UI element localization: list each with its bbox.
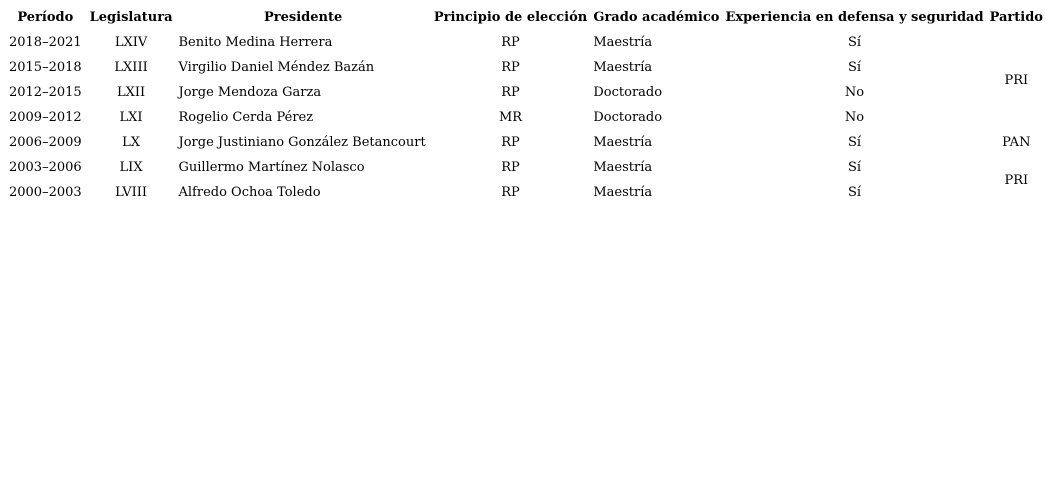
table-row [4,105,1046,130]
cell-experiencia: Sí [847,60,862,75]
cell-grado: Doctorado [593,85,663,100]
cell-presidente: Rogelio Cerda Pérez [178,110,314,125]
cell-grado: Maestría [593,35,653,50]
cell-presidente: Jorge Justiniano González Betancourt [178,135,426,150]
cell-legislatura: LXI [119,110,143,125]
table-row [4,155,1046,180]
header-principio: Principio de elección [433,10,588,25]
cell-principio: RP [501,85,520,100]
header-legislatura: Legislatura [89,10,173,25]
table-row [4,55,1046,80]
cell-legislatura: LIX [119,160,143,175]
header-periodo: Período [17,10,74,25]
cell-legislatura: LVIII [115,185,148,200]
cell-experiencia: No [844,110,865,125]
cell-experiencia: Sí [847,135,862,150]
cell-legislatura: LXIII [114,60,148,75]
table-row [4,180,1046,205]
cell-grado: Doctorado [593,110,663,125]
cell-principio: RP [501,35,520,50]
cell-principio: RP [501,185,520,200]
cell-partido: PRI [1004,172,1029,188]
cell-experiencia: No [844,85,865,100]
cell-legislatura: LXIV [114,35,148,50]
cell-presidente: Virgilio Daniel Méndez Bazán [178,60,375,75]
cell-principio: RP [501,135,520,150]
cell-periodo: 2009–2012 [8,110,82,125]
cell-periodo: 2015–2018 [8,60,82,75]
cell-presidente: Benito Medina Herrera [178,35,333,50]
table-row [4,130,1046,155]
table-row [4,80,1046,105]
cell-presidente: Alfredo Ochoa Toledo [178,185,321,200]
cell-periodo: 2018–2021 [8,35,82,50]
presidents-table [4,5,1046,205]
cell-periodo: 2000–2003 [8,185,82,200]
cell-principio: MR [498,110,523,125]
cell-partido: PAN [1002,135,1031,150]
cell-principio: RP [501,60,520,75]
cell-presidente: Jorge Mendoza Garza [178,85,322,100]
table-row [4,30,1046,55]
cell-periodo: 2012–2015 [8,85,82,100]
cell-grado: Maestría [593,60,653,75]
header-experiencia: Experiencia en defensa y seguridad [725,10,984,25]
cell-periodo: 2006–2009 [8,135,82,150]
cell-experiencia: Sí [847,160,862,175]
cell-legislatura: LX [122,135,141,150]
cell-periodo: 2003–2006 [8,160,82,175]
cell-grado: Maestría [593,135,653,150]
cell-experiencia: Sí [847,185,862,200]
cell-presidente: Guillermo Martínez Nolasco [178,160,365,175]
cell-grado: Maestría [593,185,653,200]
cell-principio: RP [501,160,520,175]
cell-legislatura: LXII [116,85,146,100]
header-presidente: Presidente [263,10,343,25]
cell-partido: PRI [1004,72,1029,88]
cell-experiencia: Sí [847,35,862,50]
header-grado: Grado académico [593,10,720,25]
cell-grado: Maestría [593,160,653,175]
table-header-row [4,5,1046,30]
header-partido: Partido [989,10,1043,25]
